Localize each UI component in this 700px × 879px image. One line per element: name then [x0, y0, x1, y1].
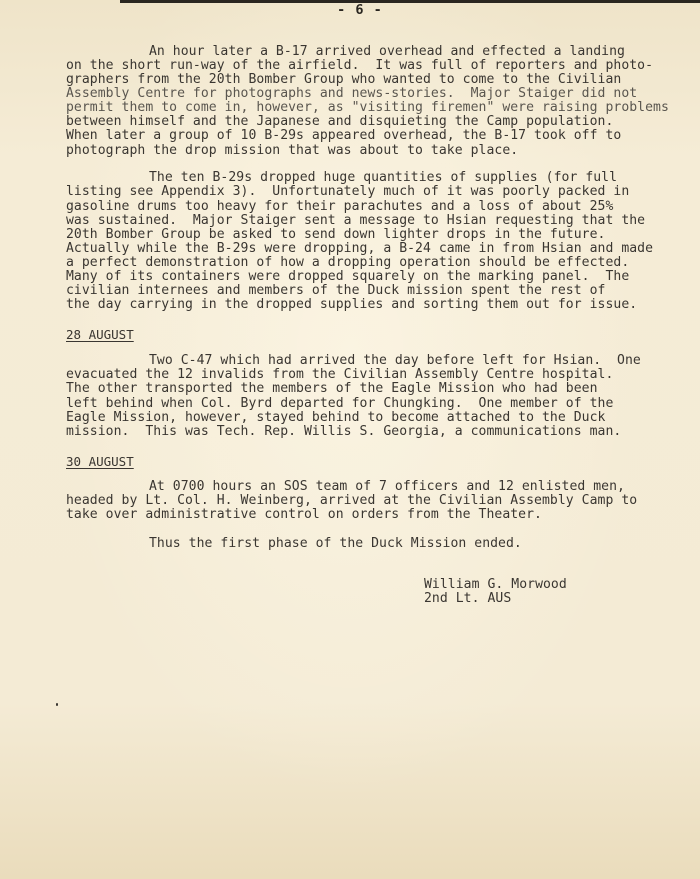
- text-line: was sustained. Major Staiger sent a message to Hsian requesting that the: [66, 213, 646, 228]
- text-line: Many of its containers were dropped squarely on the marking panel. The: [66, 269, 630, 284]
- text-line: take over administrative control on orders from the Theater.: [66, 507, 542, 522]
- text-line: An hour later a B-17 arrived overhead and effected a landing: [149, 44, 625, 59]
- text-line: Assembly Centre for photographs and news-stories. Major Staiger did not: [66, 86, 638, 101]
- text-line: mission. This was Tech. Rep. Willis S. Georgia, a communications man.: [66, 424, 622, 439]
- signature-rank: 2nd Lt. AUS: [424, 591, 512, 606]
- text-line: The other transported the members of the Eagle Mission who had been: [66, 381, 598, 396]
- text-line: headed by Lt. Col. H. Weinberg, arrived at the Civilian Assembly Camp to: [66, 493, 638, 508]
- text-line: on the short run-way of the airfield. It was full of reporters and photo-: [66, 58, 654, 73]
- closing-line: Thus the first phase of the Duck Mission ended.: [149, 536, 522, 551]
- text-line: Eagle Mission, however, stayed behind to become attached to the Duck: [66, 410, 606, 425]
- ink-speck: [56, 703, 58, 706]
- text-line: At 0700 hours an SOS team of 7 officers and 12 enlisted men,: [149, 479, 625, 494]
- text-line: graphers from the 20th Bomber Group who wanted to come to the Civilian: [66, 72, 622, 87]
- text-line: listing see Appendix 3). Unfortunately much of it was poorly packed in: [66, 184, 630, 199]
- section-heading-30-august: 30 AUGUST: [66, 454, 134, 469]
- text-line: a perfect demonstration of how a dropping operation should be effected.: [66, 255, 630, 270]
- text-line: When later a group of 10 B-29s appeared overhead, the B-17 took off to: [66, 128, 622, 143]
- text-line: photograph the drop mission that was about to take place.: [66, 143, 519, 158]
- text-line: left behind when Col. Byrd departed for Chungking. One member of the: [66, 396, 614, 411]
- text-line: between himself and the Japanese and disquieting the Camp population.: [66, 114, 614, 129]
- section-heading-28-august: 28 AUGUST: [66, 327, 134, 342]
- text-line: evacuated the 12 invalids from the Civilian Assembly Centre hospital.: [66, 367, 614, 382]
- text-line: permit them to come in, however, as "visiting firemen" were raising problems: [66, 100, 669, 115]
- page-top-edge: [120, 0, 700, 3]
- signature-name: William G. Morwood: [424, 577, 567, 592]
- text-line: 20th Bomber Group be asked to send down lighter drops in the future.: [66, 227, 606, 242]
- text-line: the day carrying in the dropped supplies and sorting them out for issue.: [66, 297, 638, 312]
- text-line: Two C-47 which had arrived the day before left for Hsian. One: [149, 353, 641, 368]
- text-line: Actually while the B-29s were dropping, a B-24 came in from Hsian and made: [66, 241, 654, 256]
- text-line: gasoline drums too heavy for their parachutes and a loss of about 25%: [66, 199, 614, 214]
- text-line: The ten B-29s dropped huge quantities of supplies (for full: [149, 170, 618, 185]
- text-line: civilian internees and members of the Duck mission spent the rest of: [66, 283, 606, 298]
- page-number: - 6 -: [337, 2, 383, 18]
